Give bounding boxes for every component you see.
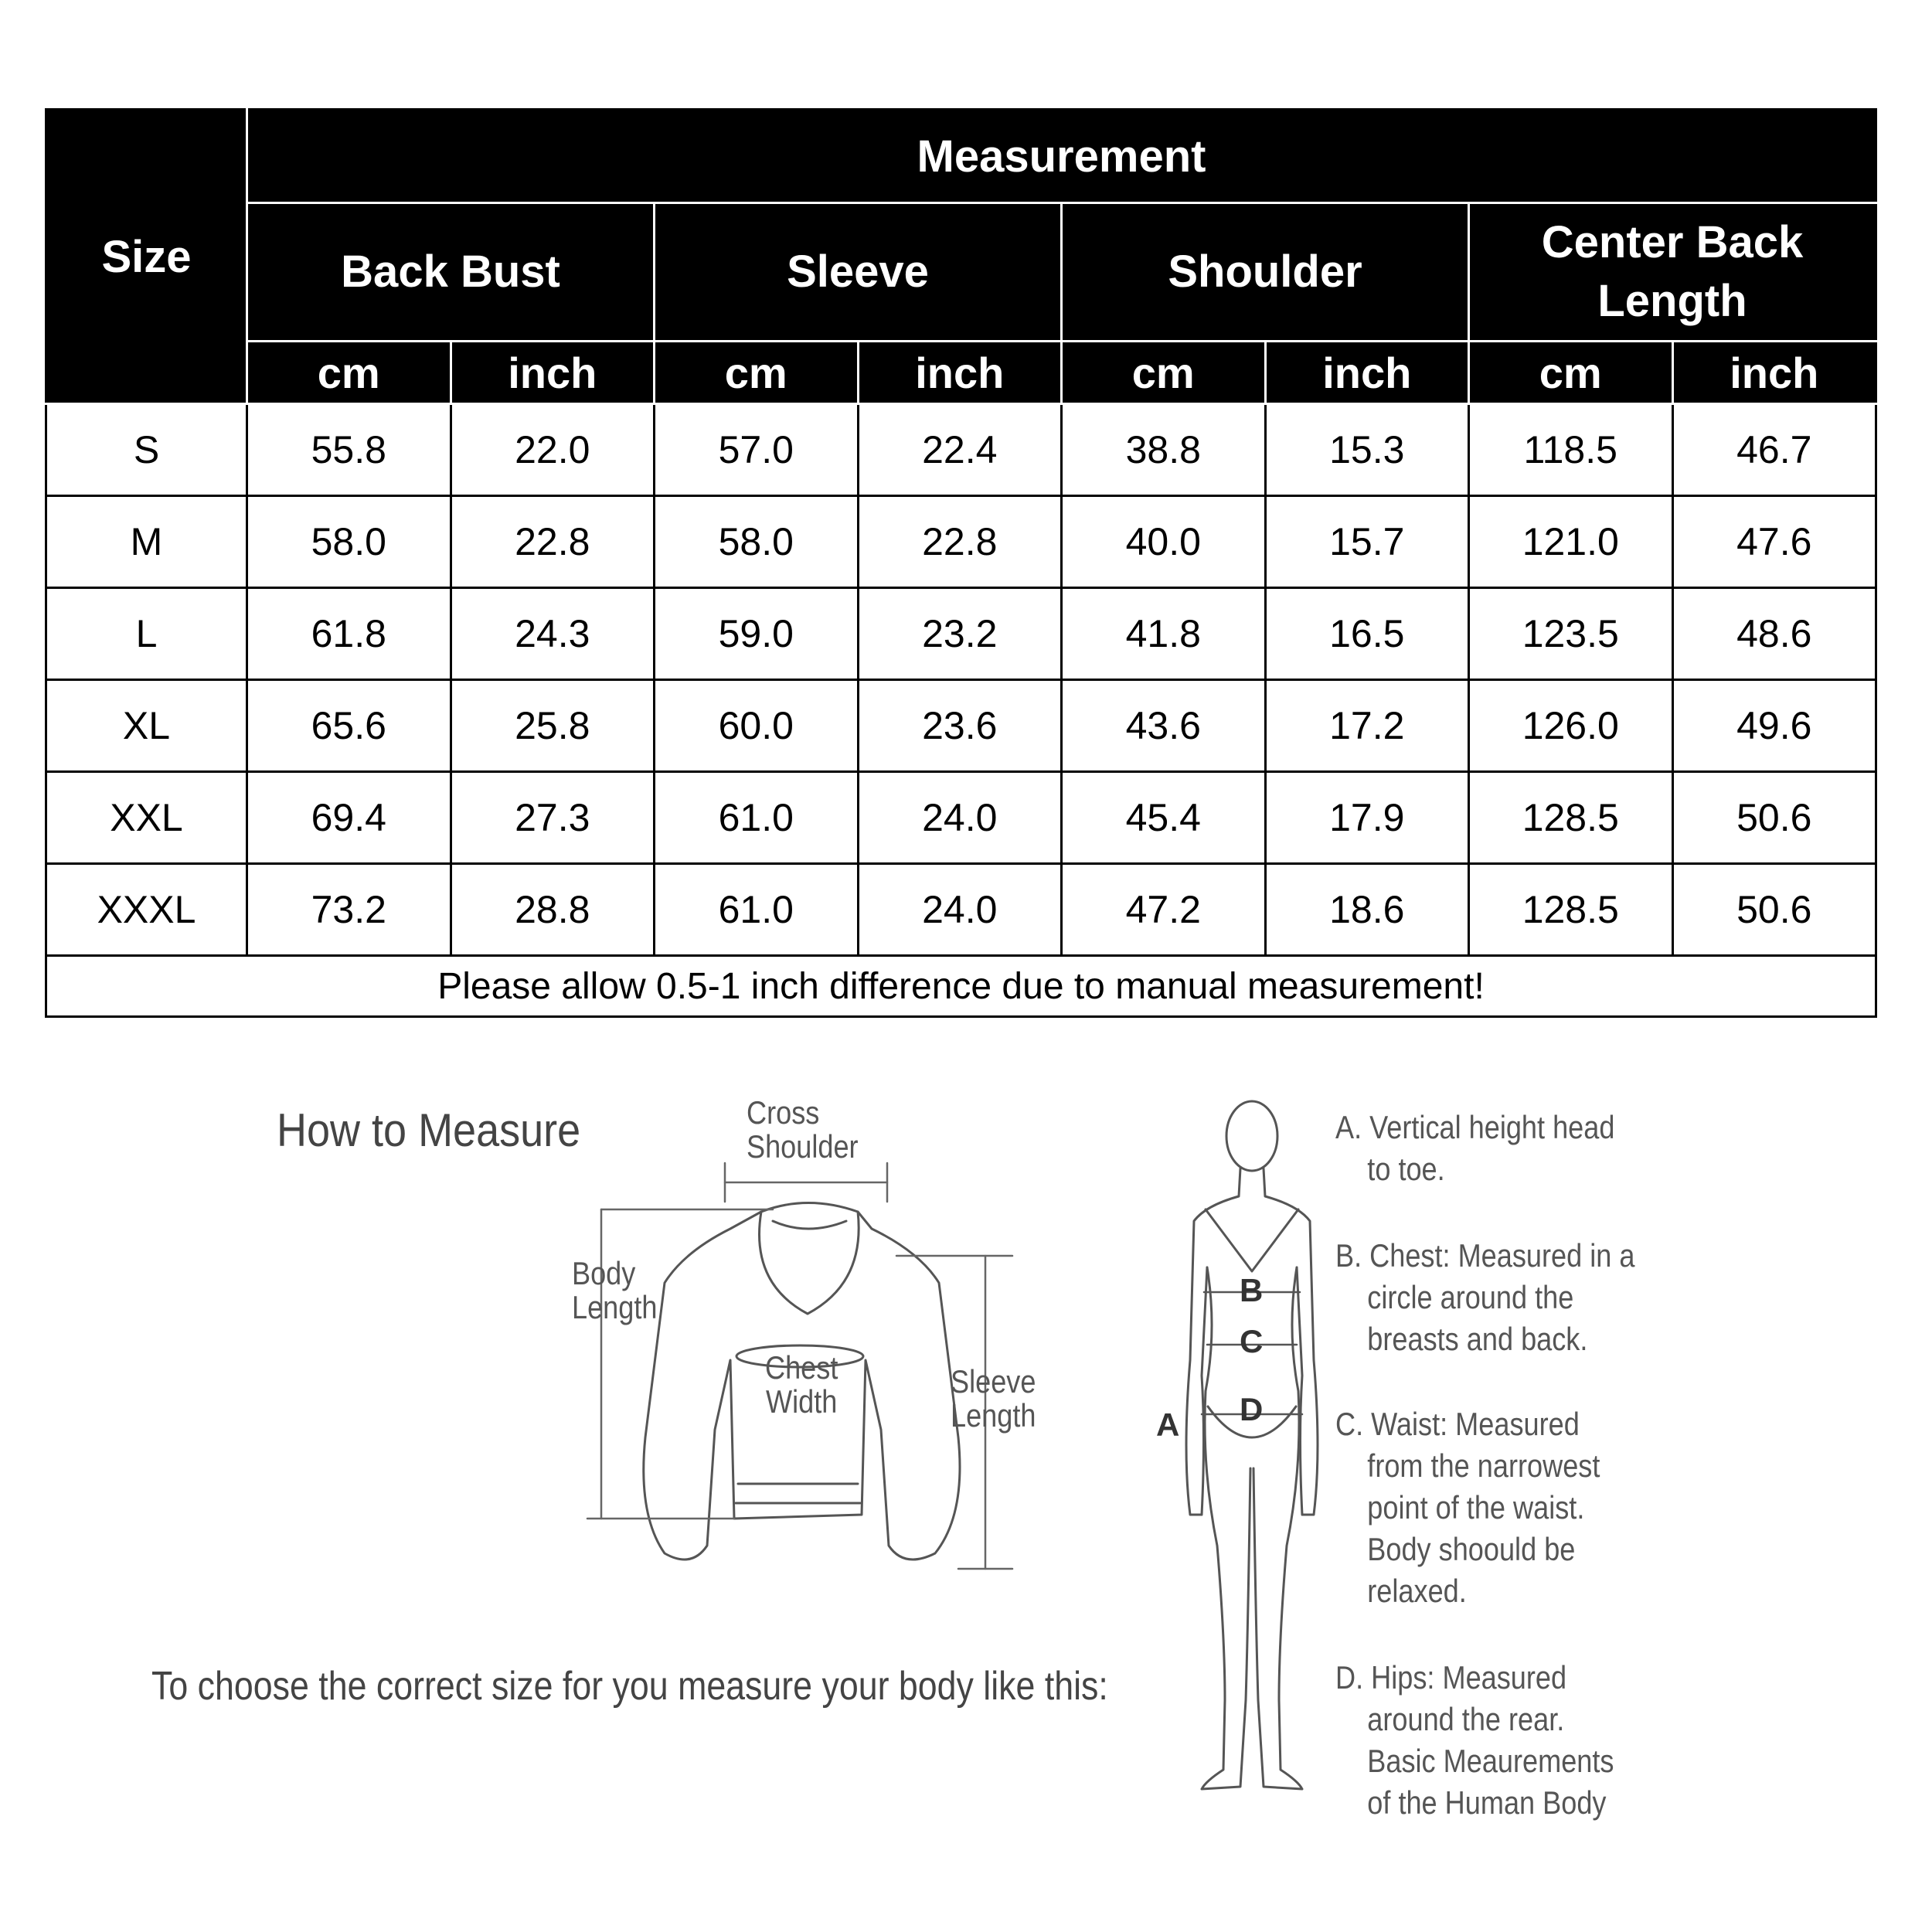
definition-c: C. Waist: Measured from the narrowest point of the waist. Body shoould be relaxed.	[1335, 1406, 1600, 1609]
value-cell: 28.8	[451, 864, 655, 956]
value-cell: 40.0	[1062, 496, 1266, 588]
value-cell: 16.5	[1265, 588, 1469, 680]
unit-header-1: inch	[451, 342, 655, 404]
definition-b: B. Chest: Measured in a circle around the breasts and back.	[1335, 1237, 1635, 1357]
value-cell: 57.0	[655, 404, 859, 496]
value-cell: 121.0	[1469, 496, 1673, 588]
value-cell: 27.3	[451, 772, 655, 864]
value-cell: 123.5	[1469, 588, 1673, 680]
body-letter-b: B	[1240, 1272, 1264, 1308]
value-cell: 47.6	[1672, 496, 1876, 588]
unit-header-6: cm	[1469, 342, 1673, 404]
group-header-back-bust: Back Bust	[247, 203, 655, 342]
value-cell: 15.3	[1265, 404, 1469, 496]
group-header-center-back-length: Center Back Length	[1469, 203, 1876, 342]
unit-header-3: inch	[858, 342, 1062, 404]
value-cell: 118.5	[1469, 404, 1673, 496]
value-cell: 59.0	[655, 588, 859, 680]
size-cell: S	[46, 404, 247, 496]
value-cell: 23.2	[858, 588, 1062, 680]
unit-header-2: cm	[655, 342, 859, 404]
value-cell: 58.0	[655, 496, 859, 588]
value-cell: 18.6	[1265, 864, 1469, 956]
value-cell: 45.4	[1062, 772, 1266, 864]
human-body-drawing	[1186, 1101, 1318, 1789]
value-cell: 73.2	[247, 864, 451, 956]
size-cell: XXXL	[46, 864, 247, 956]
group-header-sleeve: Sleeve	[655, 203, 1062, 342]
body-letter-a: A	[1156, 1406, 1180, 1443]
value-cell: 55.8	[247, 404, 451, 496]
value-cell: 22.8	[858, 496, 1062, 588]
value-cell: 25.8	[451, 680, 655, 772]
unit-header-0: cm	[247, 342, 451, 404]
value-cell: 24.0	[858, 772, 1062, 864]
value-cell: 69.4	[247, 772, 451, 864]
value-cell: 49.6	[1672, 680, 1876, 772]
value-cell: 22.4	[858, 404, 1062, 496]
value-cell: 60.0	[655, 680, 859, 772]
value-cell: 46.7	[1672, 404, 1876, 496]
definition-d: D. Hips: Measured around the rear. Basic Meaurements of the Human Body	[1335, 1659, 1614, 1821]
value-cell: 61.0	[655, 772, 859, 864]
value-cell: 61.0	[655, 864, 859, 956]
value-cell: 128.5	[1469, 772, 1673, 864]
value-cell: 23.6	[858, 680, 1062, 772]
value-cell: 47.2	[1062, 864, 1266, 956]
cross-shoulder-label: Cross Shoulder	[747, 1094, 859, 1165]
value-cell: 38.8	[1062, 404, 1266, 496]
value-cell: 50.6	[1672, 772, 1876, 864]
value-cell: 126.0	[1469, 680, 1673, 772]
value-cell: 17.9	[1265, 772, 1469, 864]
sleeve-length-label: Sleeve Length	[951, 1363, 1036, 1434]
value-cell: 128.5	[1469, 864, 1673, 956]
measurement-note: Please allow 0.5-1 inch difference due to manual measurement!	[46, 956, 1876, 1017]
size-cell: XXL	[46, 772, 247, 864]
value-cell: 58.0	[247, 496, 451, 588]
value-cell: 65.6	[247, 680, 451, 772]
body-letter-d: D	[1240, 1391, 1264, 1427]
body-length-label: Body Length	[572, 1255, 658, 1325]
value-cell: 22.8	[451, 496, 655, 588]
chest-width-label: Chest Width	[765, 1349, 838, 1420]
size-cell: M	[46, 496, 247, 588]
value-cell: 24.0	[858, 864, 1062, 956]
value-cell: 17.2	[1265, 680, 1469, 772]
body-letter-c: C	[1240, 1323, 1264, 1359]
unit-header-5: inch	[1265, 342, 1469, 404]
measurement-header: Measurement	[247, 110, 1876, 203]
value-cell: 50.6	[1672, 864, 1876, 956]
unit-header-7: inch	[1672, 342, 1876, 404]
value-cell: 48.6	[1672, 588, 1876, 680]
group-header-shoulder: Shoulder	[1062, 203, 1469, 342]
size-cell: XL	[46, 680, 247, 772]
value-cell: 41.8	[1062, 588, 1266, 680]
definition-a: A. Vertical height head to toe.	[1335, 1109, 1615, 1187]
unit-header-4: cm	[1062, 342, 1266, 404]
value-cell: 43.6	[1062, 680, 1266, 772]
how-to-measure-title: How to Measure	[277, 1104, 581, 1156]
value-cell: 15.7	[1265, 496, 1469, 588]
size-cell: L	[46, 588, 247, 680]
value-cell: 61.8	[247, 588, 451, 680]
value-cell: 24.3	[451, 588, 655, 680]
choose-size-instruction: To choose the correct size for you measure your body like this:	[151, 1664, 1108, 1709]
size-header: Size	[46, 110, 247, 404]
value-cell: 22.0	[451, 404, 655, 496]
